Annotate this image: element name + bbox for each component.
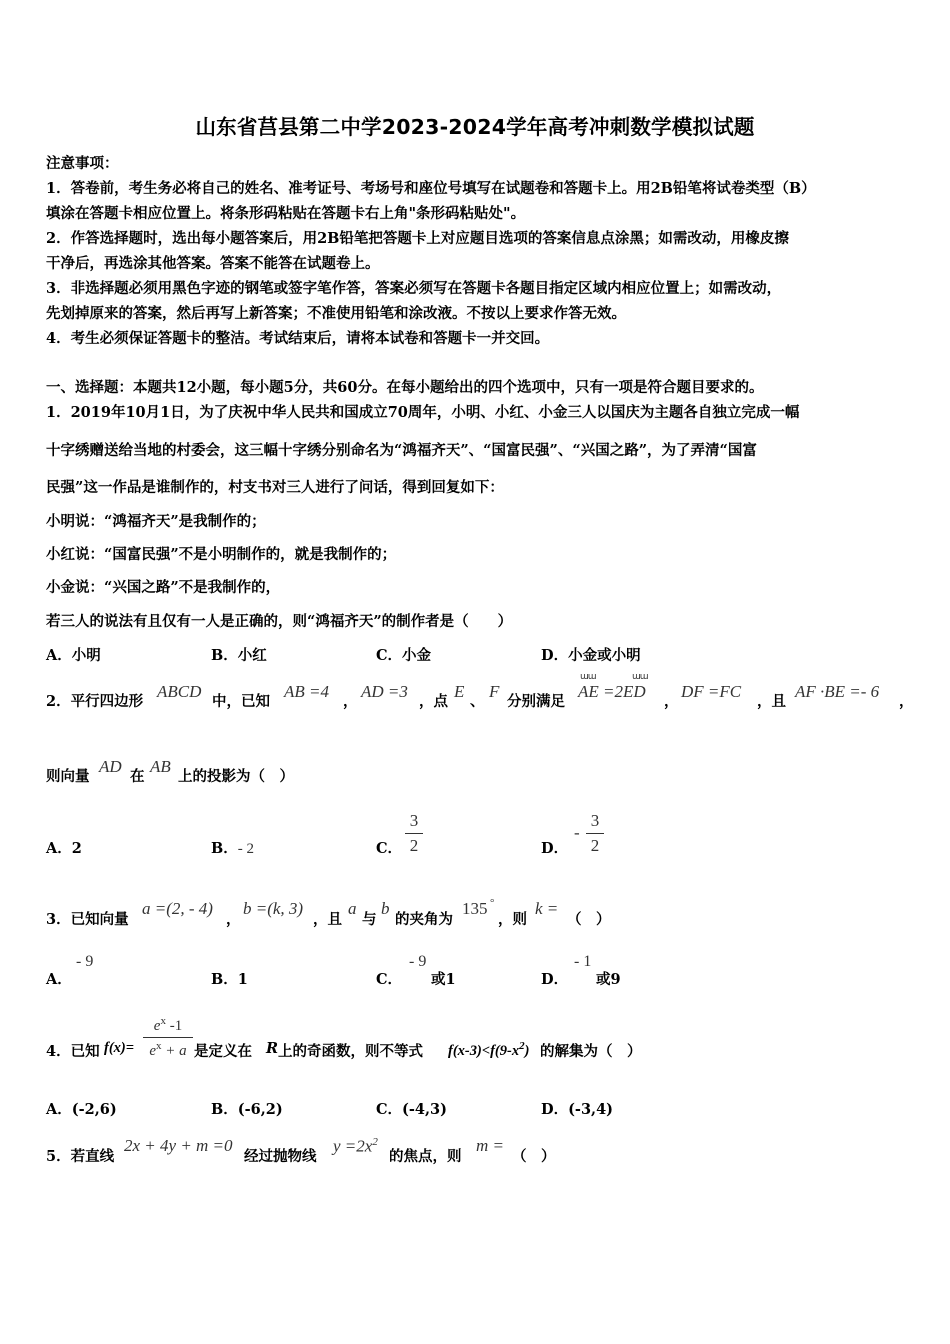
question-2-text: 分别满足 xyxy=(507,693,565,710)
math-df-fc: DF =FC xyxy=(681,682,742,701)
question-3-option-c[interactable]: C． xyxy=(376,971,403,988)
math-text: + a xyxy=(161,1043,187,1059)
minus-sign: - xyxy=(574,823,580,842)
math-vector-ad: AD xyxy=(99,757,122,776)
question-3-stem: （ ） xyxy=(567,911,611,928)
question-2-text: 在 xyxy=(130,768,145,785)
fraction-bar xyxy=(405,833,423,834)
question-2-text: ，且 xyxy=(757,693,786,710)
question-1-text: 1．2019年10月1日，为了庆祝中华人民共和国成立70周年，小明、小红、小金三人以国庆为主题各自独立完成一幅 xyxy=(46,404,800,421)
question-1-stem: 若三人的说法有且仅有一人是正确的，则“鸿福齐天”的制作者是（ ） xyxy=(46,613,513,630)
question-3-text: ，且 xyxy=(313,911,342,928)
vector-arrow-icon: ɯɯ xyxy=(632,672,648,682)
question-4-stem: 的解集为（ ） xyxy=(540,1043,642,1060)
page-title: 山东省莒县第二中学2023-2024学年高考冲刺数学模拟试题 xyxy=(195,115,755,139)
fraction-numerator xyxy=(143,1015,193,1035)
question-1-option-d[interactable]: D．小金或小明 xyxy=(541,647,641,664)
fraction-denominator: 2 xyxy=(590,836,600,855)
question-2-text: ， xyxy=(664,693,679,710)
math-dot-product: AF ·BE =- 6 xyxy=(795,682,880,701)
math-inequality xyxy=(448,1040,529,1060)
question-4-option-d[interactable]: D．(-3,4) xyxy=(541,1101,614,1118)
question-3-option-b[interactable]: B．1 xyxy=(211,971,248,988)
question-2-text: 、 xyxy=(470,693,485,710)
math-exponent: 2 xyxy=(519,1040,525,1052)
option-value: - 2 xyxy=(237,841,255,857)
fraction-fx xyxy=(143,1015,193,1060)
math-angle: 135 xyxy=(462,899,488,918)
question-4-option-c[interactable]: C．(-4,3) xyxy=(376,1101,448,1118)
question-1-option-c[interactable]: C．小金 xyxy=(376,647,432,664)
notice-line: 先划掉原来的答案，然后再写上新答案；不准使用铅笔和涂改液。不按以上要求作答无效。 xyxy=(46,305,626,322)
option-label: A． xyxy=(46,840,72,857)
math-abcd: ABCD xyxy=(157,682,202,701)
fraction-denominator xyxy=(143,1040,193,1060)
math-ad-3: AD =3 xyxy=(361,682,408,701)
degree-sign: ° xyxy=(490,897,495,909)
math-a: a xyxy=(348,899,357,918)
math-ab-4: AB =4 xyxy=(284,682,329,701)
math-e: e xyxy=(149,1043,157,1059)
question-1-text: 十字绣赠送给当地的村委会，这三幅十字绣分别命名为“鸿福齐天”、“国富民强”、“兴国之路”，为了弄清“国富 xyxy=(46,442,757,459)
question-4-text: 是定义在 xyxy=(194,1043,252,1060)
question-1-option-b[interactable]: B．小红 xyxy=(211,647,267,664)
fraction-3-over-2 xyxy=(405,811,423,856)
math-line-equation: 2x + 4y + m =0 xyxy=(124,1136,233,1155)
question-1-statement: 小明说：“鸿福齐天”是我制作的； xyxy=(46,513,266,530)
math-vector-a: a =(2, - 4) xyxy=(142,899,213,918)
option-value: - 1 xyxy=(574,953,592,970)
question-3-text: 与 xyxy=(362,911,377,928)
option-tail: 或9 xyxy=(596,971,621,988)
question-4-text: 上的奇函数，则不等式 xyxy=(278,1043,423,1060)
question-3-text: ，则 xyxy=(498,911,527,928)
question-2-option-b[interactable] xyxy=(211,837,254,858)
section-heading: 一、选择题：本题共12小题，每小题5分，共60分。在每小题给出的四个选项中，只有一项是符合题目要求的。 xyxy=(46,379,764,396)
question-2-text: ，点 xyxy=(419,693,448,710)
math-b: b xyxy=(381,899,390,918)
option-tail: 或1 xyxy=(431,971,456,988)
math-fx: f(x)= xyxy=(104,1040,134,1056)
math-ae-2ed: AE =2ED xyxy=(578,682,646,701)
question-1-text: 民强”这一作品是谁制作的，村支书对三人进行了问话，得到回复如下： xyxy=(46,479,504,496)
math-point-f: F xyxy=(489,682,500,701)
math-text: f(x-3)<f(9-x xyxy=(448,1042,520,1059)
notice-line: 干净后，再选涂其他答案。答案不能答在试题卷上。 xyxy=(46,255,380,272)
question-5-text: 经过抛物线 xyxy=(244,1148,317,1165)
question-4-option-b[interactable]: B．(-6,2) xyxy=(211,1101,283,1118)
question-3-text: 的夹角为 xyxy=(395,911,453,928)
question-2-text: 则向量 xyxy=(46,768,90,785)
fraction-bar xyxy=(586,833,604,834)
question-2-text: ， xyxy=(343,693,358,710)
question-1-option-a[interactable]: A．小明 xyxy=(46,647,101,664)
question-2-option-c[interactable]: C． xyxy=(376,840,403,857)
fraction-numerator: 3 xyxy=(590,811,600,830)
math-vector-b: b =(k, 3) xyxy=(243,899,304,918)
question-2-text: 中，已知 xyxy=(212,693,270,710)
math-r: R xyxy=(266,1040,279,1057)
question-1-statement: 小金说：“兴国之路”不是我制作的， xyxy=(46,579,281,596)
math-vector-ab: AB xyxy=(150,757,171,776)
question-5-text: 的焦点，则 xyxy=(389,1148,462,1165)
notice-line: 填涂在答题卡相应位置上。将条形码粘贴在答题卡右上角"条形码粘贴处"。 xyxy=(46,205,526,222)
question-4-prefix: 4．已知 xyxy=(46,1043,100,1060)
question-2-option-d[interactable]: D． xyxy=(541,840,569,857)
notice-line: 3．非选择题必须用黑色字迹的钢笔或签字笔作答，答案必须写在答题卡各题目指定区域内相应位置上；如需改动， xyxy=(46,280,782,297)
notice-line: 1．答卷前，考生务必将自己的姓名、准考证号、考场号和座位号填写在试题卷和答题卡上。用2B铅笔将试卷类型（B） xyxy=(46,180,816,197)
notice-line: 4．考生必须保证答题卡的整洁。考试结束后，请将本试卷和答题卡一并交回。 xyxy=(46,330,550,347)
question-2-stem: 上的投影为（ ） xyxy=(178,768,294,785)
option-value: 2 xyxy=(71,840,82,857)
math-e: e xyxy=(153,1018,161,1034)
question-2-text: ， xyxy=(899,693,914,710)
math-exponent: x xyxy=(160,1015,166,1027)
question-3-text: ， xyxy=(226,911,241,928)
vector-arrow-icon: ɯɯ xyxy=(580,672,596,682)
notice-heading: 注意事项： xyxy=(46,155,119,172)
math-point-e: E xyxy=(454,682,465,701)
fraction-bar xyxy=(143,1037,193,1038)
math-exponent: x xyxy=(156,1040,162,1052)
question-3-option-a[interactable]: A． xyxy=(46,971,72,988)
question-1-statement: 小红说：“国富民强”不是小明制作的，就是我制作的； xyxy=(46,546,397,563)
math-text: -1 xyxy=(165,1018,183,1034)
math-exponent: 2 xyxy=(372,1136,378,1148)
question-3-option-d[interactable]: D． xyxy=(541,971,569,988)
option-label: B． xyxy=(211,840,238,857)
fraction-denominator: 2 xyxy=(409,836,419,855)
fraction-3-over-2 xyxy=(586,811,604,856)
question-4-option-a[interactable]: A．(-2,6) xyxy=(46,1101,117,1118)
math-parabola xyxy=(333,1136,378,1157)
math-text: ) xyxy=(524,1042,530,1059)
question-5-prefix: 5．若直线 xyxy=(46,1148,115,1165)
math-k: k = xyxy=(535,899,559,918)
question-2-prefix: 2．平行四边形 xyxy=(46,693,144,710)
question-2-option-a[interactable] xyxy=(46,837,82,858)
question-3-prefix: 3．已知向量 xyxy=(46,911,129,928)
math-text: y =2x xyxy=(333,1136,373,1156)
fraction-numerator: 3 xyxy=(409,811,419,830)
math-m: m = xyxy=(476,1136,504,1155)
question-5-stem: （ ） xyxy=(512,1148,556,1165)
notice-line: 2．作答选择题时，选出每小题答案后，用2B铅笔把答题卡上对应题目选项的答案信息点涂黑；如需改动，用橡皮擦 xyxy=(46,230,789,247)
option-value: - 9 xyxy=(409,953,427,970)
option-value: - 9 xyxy=(76,953,94,970)
